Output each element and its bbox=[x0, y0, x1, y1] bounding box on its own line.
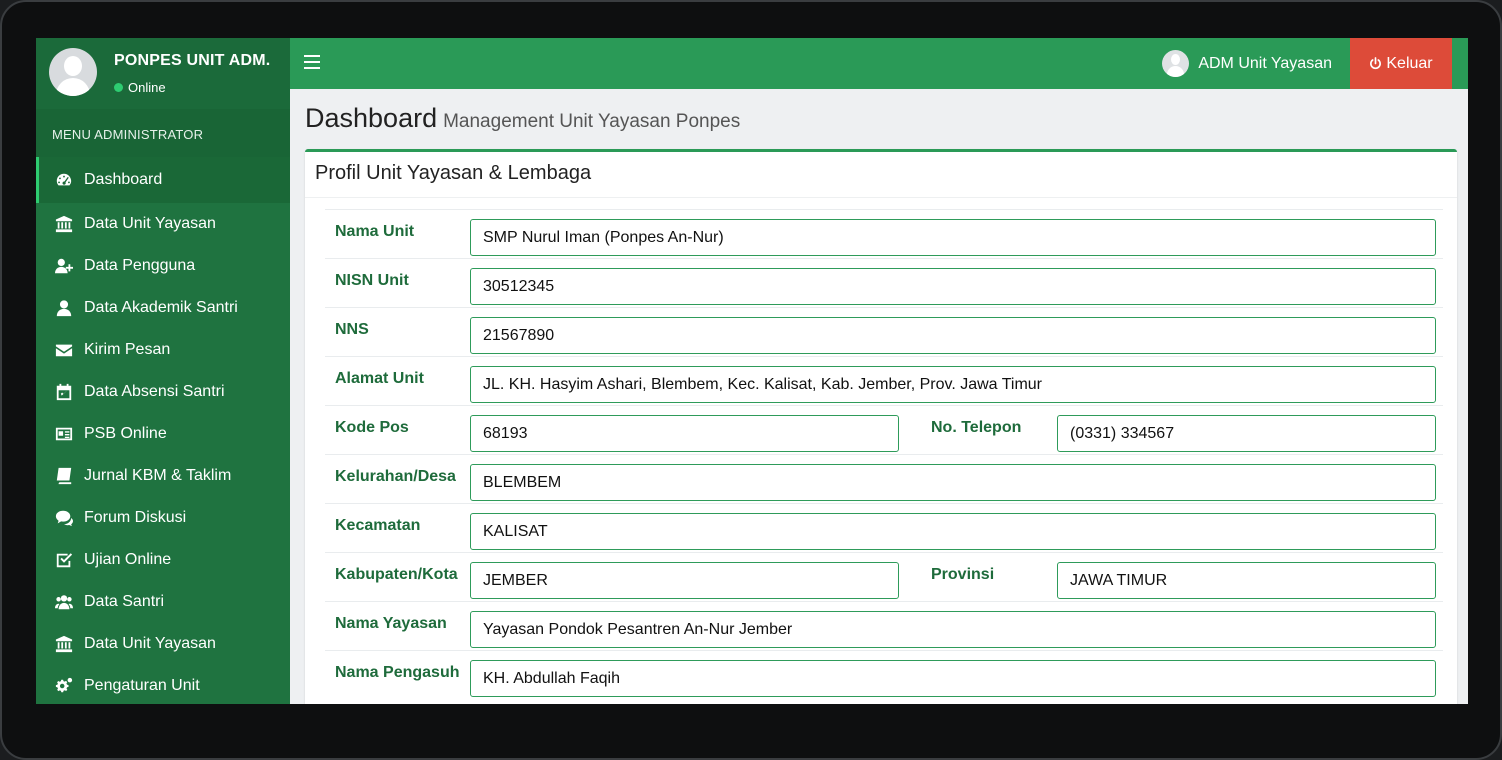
institution-icon bbox=[54, 635, 74, 653]
sidebar-item-label: PSB Online bbox=[84, 425, 167, 442]
sidebar-item-data-unit-yayasan[interactable] bbox=[36, 203, 290, 245]
power-icon bbox=[1369, 57, 1382, 70]
sidebar-item-label: Kirim Pesan bbox=[84, 341, 171, 358]
sidebar-item-label: Dashboard bbox=[84, 171, 163, 188]
id-card-icon bbox=[54, 425, 74, 443]
top-user-menu[interactable] bbox=[1162, 38, 1332, 89]
logout-label: Keluar bbox=[1386, 54, 1433, 72]
user-status bbox=[114, 80, 166, 95]
label-alamat-unit: Alamat Unit bbox=[335, 370, 424, 387]
book-icon bbox=[54, 467, 74, 485]
sidebar-item-data-pengguna[interactable] bbox=[36, 245, 290, 287]
kecamatan-field[interactable]: KALISAT bbox=[470, 513, 1436, 550]
row-nama-pengasuh bbox=[325, 650, 1443, 699]
alamat-unit-field[interactable]: JL. KH. Hasyim Ashari, Blembem, Kec. Kalisat, Kab. Jember, Prov. Jawa Timur bbox=[470, 366, 1436, 403]
label-nisn-unit: NISN Unit bbox=[335, 272, 409, 289]
label-nns: NNS bbox=[335, 321, 369, 338]
row-kabupaten bbox=[325, 552, 1443, 601]
row-nns bbox=[325, 307, 1443, 356]
online-dot-icon bbox=[114, 83, 123, 92]
sidebar-item-forum-diskusi[interactable] bbox=[36, 497, 290, 539]
page-header bbox=[305, 103, 740, 134]
kode-pos-field[interactable]: 68193 bbox=[470, 415, 899, 452]
page-subtitle: Management Unit Yayasan Ponpes bbox=[443, 111, 741, 132]
row-kelurahan bbox=[325, 454, 1443, 503]
sidebar-item-data-absensi-santri[interactable] bbox=[36, 371, 290, 413]
dashboard-icon bbox=[54, 171, 74, 189]
menu-toggle-icon[interactable] bbox=[304, 55, 320, 69]
app-screen bbox=[36, 38, 1468, 704]
profile-box bbox=[305, 149, 1457, 704]
main-content bbox=[290, 89, 1468, 704]
no-telepon-field[interactable]: (0331) 334567 bbox=[1057, 415, 1436, 452]
label-nama-unit: Nama Unit bbox=[335, 223, 415, 240]
sidebar-item-label: Data Absensi Santri bbox=[84, 383, 225, 400]
sidebar-item-label: Data Akademik Santri bbox=[84, 299, 238, 316]
sidebar-item-pengaturan-unit[interactable] bbox=[36, 665, 290, 704]
sidebar-item-kirim-pesan[interactable] bbox=[36, 329, 290, 371]
nama-yayasan-field[interactable]: Yayasan Pondok Pesantren An-Nur Jember bbox=[470, 611, 1436, 648]
row-kecamatan bbox=[325, 503, 1443, 552]
sidebar-item-data-santri[interactable] bbox=[36, 581, 290, 623]
sidebar-item-jurnal-kbm[interactable] bbox=[36, 455, 290, 497]
sidebar-item-dashboard[interactable] bbox=[36, 157, 290, 203]
label-kode-pos: Kode Pos bbox=[335, 419, 409, 436]
menu-header: MENU ADMINISTRATOR bbox=[36, 109, 290, 157]
institution-icon bbox=[54, 215, 74, 233]
label-no-telepon: No. Telepon bbox=[931, 419, 1022, 436]
sidebar-item-label: Data Pengguna bbox=[84, 257, 196, 274]
sidebar-item-label: Jurnal KBM & Taklim bbox=[84, 467, 232, 484]
row-nama-yayasan bbox=[325, 601, 1443, 650]
user-status-label: Online bbox=[128, 80, 166, 95]
row-kode-pos bbox=[325, 405, 1443, 454]
nama-unit-field[interactable]: SMP Nurul Iman (Ponpes An-Nur) bbox=[470, 219, 1436, 256]
user-icon bbox=[54, 299, 74, 317]
sidebar-item-label: Forum Diskusi bbox=[84, 509, 187, 526]
sidebar-item-data-unit-yayasan-2[interactable] bbox=[36, 623, 290, 665]
avatar bbox=[1162, 50, 1189, 77]
kelurahan-field[interactable]: BLEMBEM bbox=[470, 464, 1436, 501]
label-kecamatan: Kecamatan bbox=[335, 517, 421, 534]
row-nama-unit bbox=[325, 209, 1443, 258]
sidebar-item-data-akademik-santri[interactable] bbox=[36, 287, 290, 329]
user-plus-icon bbox=[54, 257, 74, 275]
sidebar-item-label: Pengaturan Unit bbox=[84, 677, 200, 694]
sidebar-item-label: Data Santri bbox=[84, 593, 165, 610]
sidebar-item-label: Data Unit Yayasan bbox=[84, 215, 216, 232]
sidebar-item-label: Data Unit Yayasan bbox=[84, 635, 216, 652]
label-nama-yayasan: Nama Yayasan bbox=[335, 615, 447, 632]
calendar-check-icon bbox=[54, 383, 74, 401]
row-nisn-unit bbox=[325, 258, 1443, 307]
top-user-label: ADM Unit Yayasan bbox=[1198, 54, 1332, 72]
nns-field[interactable]: 21567890 bbox=[470, 317, 1436, 354]
sidebar-item-psb-online[interactable] bbox=[36, 413, 290, 455]
sidebar-menu bbox=[36, 157, 290, 704]
users-icon bbox=[54, 593, 74, 611]
page-title: Dashboard bbox=[305, 103, 438, 133]
check-square-icon bbox=[54, 551, 74, 569]
box-title: Profil Unit Yayasan & Lembaga bbox=[315, 162, 592, 184]
kabupaten-field[interactable]: JEMBER bbox=[470, 562, 899, 599]
sidebar-item-label: Ujian Online bbox=[84, 551, 172, 568]
label-kabupaten: Kabupaten/Kota bbox=[335, 566, 458, 583]
nisn-unit-field[interactable]: 30512345 bbox=[470, 268, 1436, 305]
logout-button[interactable] bbox=[1350, 38, 1452, 89]
topbar bbox=[290, 38, 1468, 89]
provinsi-field[interactable]: JAWA TIMUR bbox=[1057, 562, 1436, 599]
label-nama-pengasuh: Nama Pengasuh bbox=[335, 664, 460, 681]
user-name: PONPES UNIT ADM. bbox=[114, 52, 271, 69]
nama-pengasuh-field[interactable]: KH. Abdullah Faqih bbox=[470, 660, 1436, 697]
cogs-icon bbox=[54, 677, 74, 695]
label-kelurahan: Kelurahan/Desa bbox=[335, 468, 456, 485]
sidebar bbox=[36, 38, 290, 704]
label-provinsi: Provinsi bbox=[931, 566, 995, 583]
sidebar-item-ujian-online[interactable] bbox=[36, 539, 290, 581]
row-alamat-unit bbox=[325, 356, 1443, 405]
comments-icon bbox=[54, 509, 74, 527]
user-panel bbox=[36, 38, 290, 109]
envelope-icon bbox=[54, 341, 74, 359]
avatar bbox=[49, 48, 97, 96]
